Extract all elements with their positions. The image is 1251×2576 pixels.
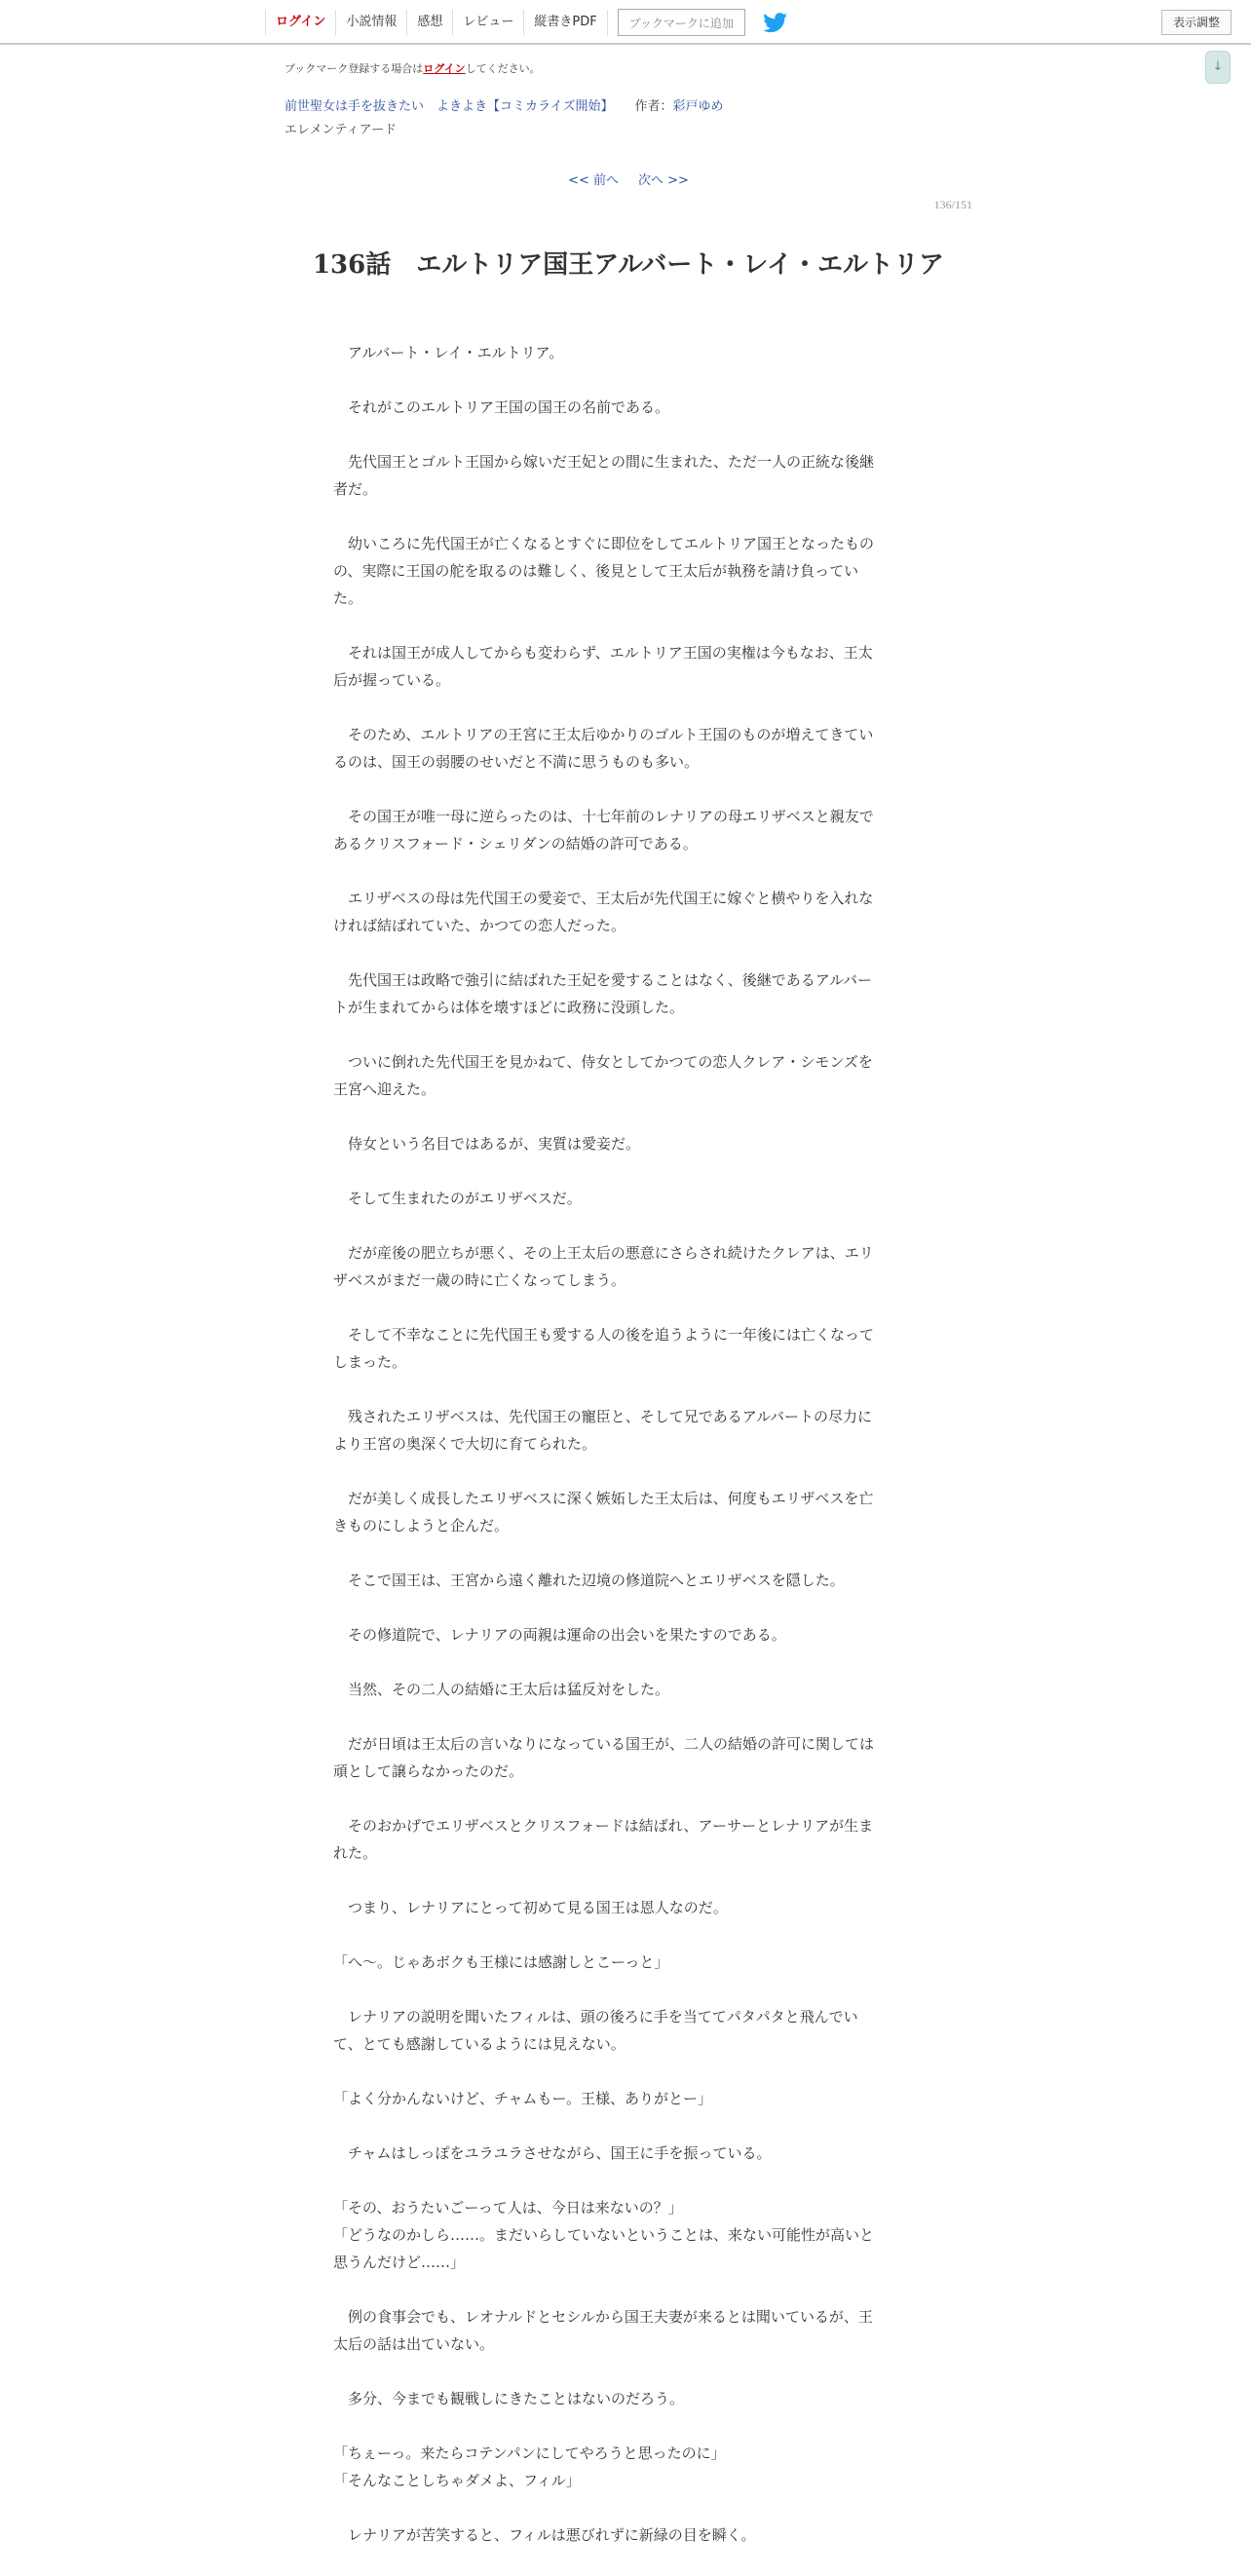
body-line: そして生まれたのがエリザベスだ。: [333, 1190, 582, 1207]
body-line: そのため、エルトリアの王宮に王太后ゆかりのゴルト王国のものが増えてきてい: [333, 726, 874, 743]
body-line: 思うんだけど……」: [333, 2254, 466, 2271]
body-line: エリザベスの母は先代国王の愛妾で、王太后が先代国王に嫁ぐと横やりを入れな: [333, 890, 874, 907]
author-label: 作者：: [634, 99, 673, 114]
body-line: 幼いころに先代国王が亡くなるとすぐに即位をしてエルトリア国王となったもの: [333, 535, 875, 552]
body-line: そこで国王は、王宮から遠く離れた辺境の修道院へとエリザベスを隠した。: [333, 1572, 845, 1589]
body-line: 先代国王は政略で強引に結ばれた王妃を愛することはなく、後継であるアルバー: [333, 971, 873, 989]
notice-prefix: ブックマーク登録する場合は: [284, 62, 424, 75]
bookmark-add-button[interactable]: ブックマークに追加: [618, 9, 745, 36]
body-paragraph: [333, 1239, 929, 1294]
body-line: その修道院で、レナリアの両親は運命の出会いを果たすのである。: [333, 1626, 786, 1644]
nav-vertical-pdf-link[interactable]: 縦書きPDF: [523, 10, 607, 35]
body-line: そして不幸なことに先代国王も愛する人の後を追うように一年後には亡くなって: [333, 1326, 875, 1344]
notice-suffix: してください。: [465, 62, 541, 75]
nav-review-link[interactable]: レビュー: [452, 10, 523, 35]
body-paragraph: [333, 721, 929, 776]
body-line: ザベスがまだ一歳の時に亡くなってしまう。: [333, 1271, 626, 1289]
body-line: だが美しく成長したエリザベスに深く嫉妬した王太后は、何度もエリザベスを亡: [333, 1490, 874, 1507]
body-line: レナリアの説明を聞いたフィルは、頭の後ろに手を当ててパタパタと飛んでい: [333, 2008, 858, 2026]
body-paragraph: [333, 1812, 929, 1867]
body-line: トが生まれてからは体を壊すほどに政務に没頭した。: [333, 999, 685, 1016]
chapter-group-title: エレメンティアード: [284, 123, 398, 137]
notice-login-link[interactable]: ログイン: [423, 62, 466, 75]
body-line: アルバート・レイ・エルトリア。: [333, 344, 564, 361]
body-line: 「ちぇーっ。来たらコテンパンにしてやろうと思ったのに」: [333, 2444, 726, 2462]
scroll-down-button[interactable]: ↓: [1205, 51, 1231, 84]
body-line: あるクリスフォード・シェリダンの結婚の許可である。: [333, 835, 698, 852]
series-info: [284, 95, 724, 114]
body-line: 「その、おうたいごーって人は、今日は来ないの？」: [333, 2199, 683, 2216]
body-line: それは国王が成人してからも変わらず、エルトリア王国の実権は今もなお、王太: [333, 644, 873, 662]
body-line: 多分、今までも観戦しにきたことはないのだろう。: [333, 2390, 685, 2407]
body-line: つまり、レナリアにとって初めて見る国王は恩人なのだ。: [333, 1899, 728, 1916]
body-line: その国王が唯一母に逆らったのは、十七年前のレナリアの母エリザベスと親友で: [333, 808, 874, 825]
body-paragraph: [333, 2194, 929, 2276]
nav-menu: [265, 0, 788, 45]
body-paragraph: [333, 1130, 929, 1157]
body-line: ついに倒れた先代国王を見かねて、侍女としてかつての恋人クレア・シモンズを: [333, 1053, 873, 1071]
body-paragraph: [333, 1676, 929, 1703]
bookmark-login-notice: [284, 60, 541, 76]
next-page-link[interactable]: 次へ >>: [638, 173, 689, 188]
body-paragraph: [333, 2440, 929, 2494]
body-line: しまった。: [333, 1353, 407, 1371]
pager: [284, 170, 972, 188]
body-paragraph: [333, 1485, 929, 1539]
body-paragraph: [333, 803, 929, 857]
body-line: 先代国王とゴルト王国から嫁いだ王妃との間に生まれた、ただ一人の正統な後継: [333, 453, 875, 471]
body-paragraph: [333, 2085, 929, 2112]
body-line: 「そんなことしちゃダメよ、フィル」: [333, 2472, 581, 2489]
body-line: 者だ。: [333, 480, 378, 498]
body-line: きものにしようと企んだ。: [333, 1517, 510, 1534]
body-paragraph: [333, 1567, 929, 1594]
body-paragraph: [333, 1949, 929, 1976]
body-line: の、実際に王国の舵を取るのは難しく、後見として王太后が執務を請け負ってい: [333, 562, 859, 580]
body-paragraph: [333, 394, 929, 421]
body-line: より王宮の奥深くで大切に育てられた。: [333, 1435, 597, 1453]
body-paragraph: [333, 1894, 929, 1921]
author-name-link[interactable]: 彩戸ゆめ: [672, 99, 724, 114]
nav-impressions-link[interactable]: 感想: [406, 10, 452, 35]
body-line: 「へ～。じゃあボクも王様には感謝しとこーっと」: [333, 1953, 669, 1971]
body-paragraph: [333, 966, 929, 1021]
body-paragraph: [333, 1403, 929, 1458]
body-line: 「よく分かんないけど、チャムもー。王様、ありがとー」: [333, 2090, 712, 2107]
body-paragraph: [333, 2385, 929, 2412]
chapter-title: 136話 エルトリア国王アルバート・レイ・エルトリア: [312, 250, 945, 281]
body-paragraph: [333, 2003, 929, 2058]
body-line: るのは、国王の弱腰のせいだと不満に思うものも多い。: [333, 753, 700, 771]
body-line: れた。: [333, 1844, 378, 1862]
nav-login-link[interactable]: ログイン: [265, 10, 335, 35]
body-paragraph: [333, 2303, 929, 2358]
chapter-body: [333, 339, 929, 2576]
body-line: 侍女という名目ではあるが、実質は愛妾だ。: [333, 1135, 641, 1153]
body-line: 当然、その二人の結婚に王太后は猛反対をした。: [333, 1681, 670, 1698]
nav-novel-info-link[interactable]: 小説情報: [335, 10, 406, 35]
display-settings-button[interactable]: 表示調整: [1161, 10, 1232, 35]
body-line: 太后の話は出ていない。: [333, 2335, 495, 2353]
body-line: だが産後の肥立ちが悪く、その上王太后の悪意にさらされ続けたクレアは、エリ: [333, 1244, 874, 1262]
body-paragraph: [333, 1621, 929, 1648]
body-line: 例の食事会でも、レオナルドとセシルから国王夫妻が来るとは聞いているが、王: [333, 2308, 873, 2326]
body-line: それがこのエルトリア王国の国王の名前である。: [333, 398, 670, 416]
body-line: そのおかげでエリザベスとクリスフォードは結ばれ、アーサーとレナリアが生ま: [333, 1817, 874, 1835]
series-title-link[interactable]: 前世聖女は手を抜きたい よきよき【コミカライズ開始】: [284, 99, 614, 114]
body-line: レナリアが苦笑すると、フィルは悪びれずに新緑の目を瞬く。: [333, 2526, 756, 2544]
twitter-icon[interactable]: [763, 12, 788, 33]
body-line: 頑として譲らなかったのだ。: [333, 1762, 524, 1780]
body-line: 残されたエリザベスは、先代国王の寵臣と、そして兄であるアルバートの尽力に: [333, 1408, 873, 1425]
body-paragraph: [333, 2521, 929, 2549]
body-paragraph: [333, 448, 929, 503]
body-line: だが日頃は王太后の言いなりになっている国王が、二人の結婚の許可に関しては: [333, 1735, 875, 1753]
body-paragraph: [333, 1185, 929, 1212]
body-paragraph: [333, 1048, 929, 1103]
body-paragraph: [333, 885, 929, 939]
body-paragraph: [333, 1730, 929, 1785]
body-line: 王宮へ迎えた。: [333, 1080, 436, 1098]
body-paragraph: [333, 639, 929, 694]
body-line: 「どうなのかしら……。まだいらしていないということは、来ない可能性が高いと: [333, 2226, 875, 2244]
body-line: 后が握っている。: [333, 671, 451, 689]
body-paragraph: [333, 530, 929, 612]
body-paragraph: [333, 339, 929, 366]
body-line: て、とても感謝しているようには見えない。: [333, 2035, 626, 2053]
body-line: チャムはしっぽをユラユラさせながら、国王に手を振っている。: [333, 2144, 772, 2162]
prev-page-link[interactable]: << 前へ: [568, 173, 619, 188]
body-line: た。: [333, 589, 363, 607]
top-navigation-bar: [0, 0, 1251, 45]
page-number: 136/151: [933, 198, 972, 211]
body-paragraph: [333, 1321, 929, 1376]
body-paragraph: [333, 2140, 929, 2167]
body-line: ければ結ばれていた、かつての恋人だった。: [333, 917, 626, 934]
